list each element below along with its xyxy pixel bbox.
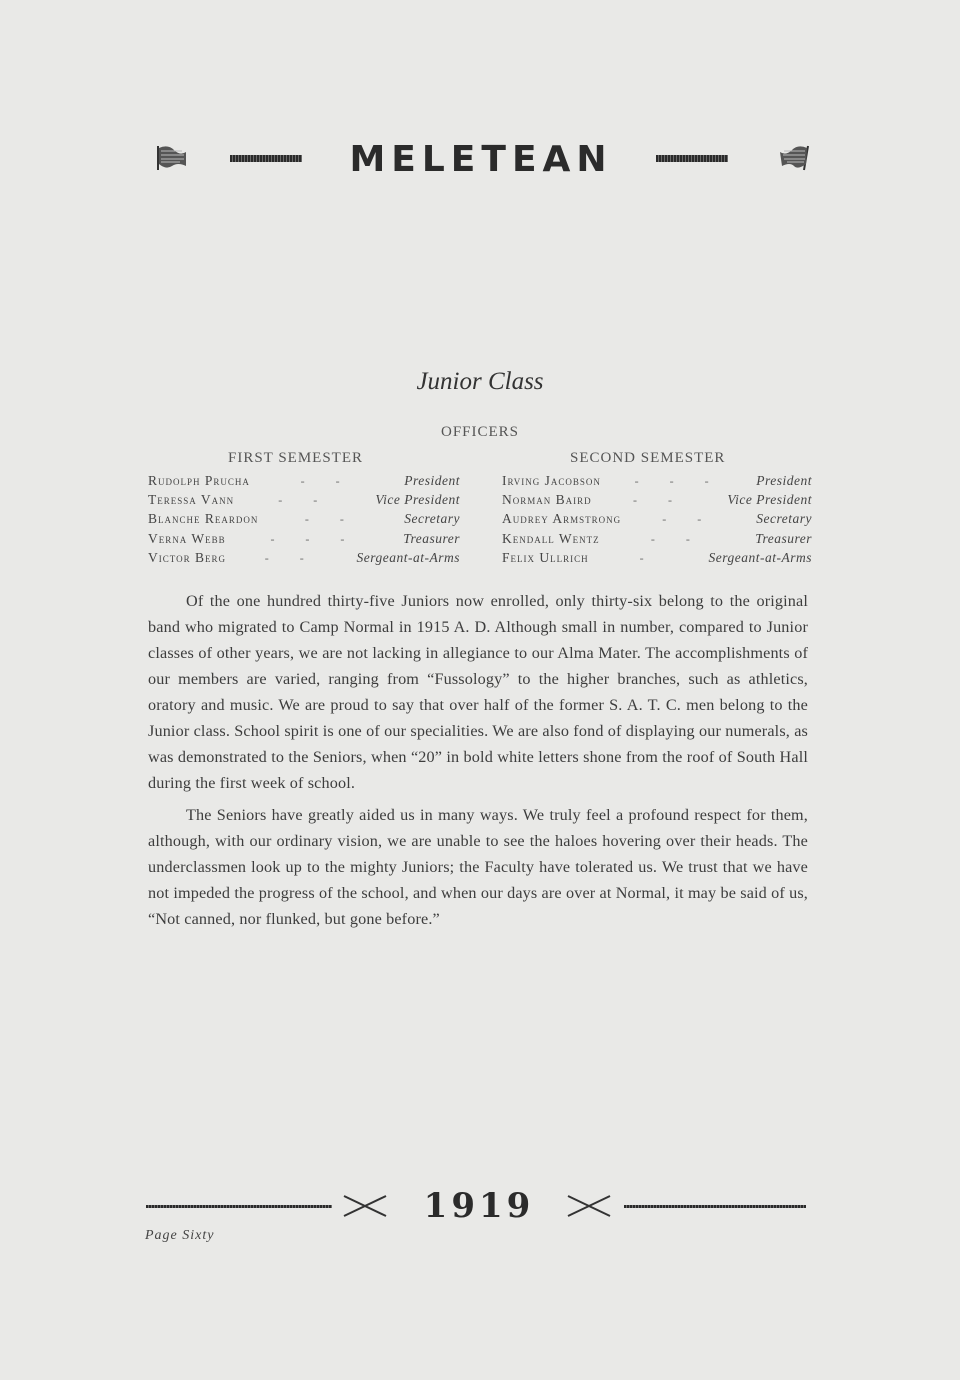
officer-name: Blanche Reardon <box>148 511 259 527</box>
flag-icon <box>778 142 812 172</box>
officer-name: Teressa Vann <box>148 492 235 508</box>
cross-ornament-icon <box>342 1192 388 1220</box>
officer-name: Victor Berg <box>148 549 226 565</box>
officer-role: Vice President <box>375 492 460 508</box>
officer-row <box>148 492 460 511</box>
officer-name: Rudolph Prucha <box>148 473 250 488</box>
officer-role: Secretary <box>756 511 812 527</box>
officer-row <box>502 550 812 569</box>
flag-icon <box>154 142 188 172</box>
officer-row <box>502 473 812 492</box>
footer-rule-right <box>624 1205 806 1208</box>
officer-row <box>148 511 460 530</box>
dash-leader: - - <box>662 512 716 527</box>
officer-role: Treasurer <box>403 530 460 546</box>
officer-row <box>148 473 460 492</box>
dash-leader: - - <box>264 550 318 565</box>
first-semester-heading: FIRST SEMESTER <box>228 450 364 466</box>
dash-leader: - - <box>633 493 687 508</box>
second-semester-heading: SECOND SEMESTER <box>570 450 726 466</box>
officer-row <box>502 531 812 550</box>
dash-leader: - - - <box>270 531 359 546</box>
officer-role: Sergeant-at-Arms <box>708 549 812 565</box>
officer-name: Kendall Wentz <box>502 530 600 546</box>
officer-name: Felix Ullrich <box>502 549 589 565</box>
officer-name: Norman Baird <box>502 492 592 508</box>
officer-row <box>502 511 812 530</box>
dash-leader: - - <box>304 512 358 527</box>
officer-role: Vice President <box>727 492 812 508</box>
officer-row <box>502 492 812 511</box>
officer-row <box>148 550 460 569</box>
officer-row <box>148 531 460 550</box>
officer-role: President <box>756 473 812 488</box>
officer-role: Treasurer <box>755 530 812 546</box>
header-rule-right <box>656 155 728 162</box>
officer-name: Verna Webb <box>148 530 226 546</box>
body-paragraph: The Seniors have greatly aided us in many ways. We truly feel a profound respect for them, although, with our ordinary vision, we are unable to see the haloes hovering over their heads. The underclassmen look up to the mighty Juniors; the Faculty have tolerated us. We trust that we have not impeded the progress of the school, and when our days are over at Normal, it may be said of us, “Not canned, nor flunked, but gone before.” <box>148 806 808 928</box>
page-title: Junior Class <box>416 368 544 395</box>
masthead-title: MELETEAN <box>349 139 613 180</box>
first-semester-officers <box>148 473 460 569</box>
dash-leader: - - - <box>634 474 723 488</box>
officer-role: Secretary <box>404 511 460 527</box>
footer-year: 1919 <box>423 1186 535 1226</box>
cross-ornament-icon <box>566 1192 612 1220</box>
page-header <box>148 138 812 182</box>
officer-name: Irving Jacobson <box>502 473 601 488</box>
body-paragraph: Of the one hundred thirty-five Juniors now enrolled, only thirty-six belong to the original band who migrated to Camp Normal in 1915 A. D. Although small in number, compared to Junior classes of other years, we are not lacking in allegiance to our Alma Mater. The accomplishments of our members are varied, ranging from “Fussology” to the higher branches, such as athletics, oratory and music. We are proud to say that over half of the former S. A. T. C. men belong to the Junior class. School spirit is one of our specialities. We are also fond of displaying our numerals, as was demonstrated to the Seniors, when “20” in bold white letters shone from the roof of South Hall during the first week of school. <box>148 592 808 792</box>
officer-role: Sergeant-at-Arms <box>356 549 460 565</box>
second-semester-officers <box>502 473 812 569</box>
dash-leader: - <box>639 550 658 565</box>
footer-rule-left <box>146 1205 332 1208</box>
officer-role: President <box>404 473 460 488</box>
officer-name: Audrey Armstrong <box>502 511 622 527</box>
body-text <box>148 588 808 938</box>
page-footer <box>146 1186 806 1226</box>
header-rule-left <box>230 155 302 162</box>
dash-leader: - - <box>278 493 332 508</box>
officers-heading: OFFICERS <box>440 424 520 440</box>
dash-leader: - - <box>300 474 354 488</box>
page-number: Page Sixty <box>145 1228 215 1243</box>
dash-leader: - - <box>650 531 704 546</box>
